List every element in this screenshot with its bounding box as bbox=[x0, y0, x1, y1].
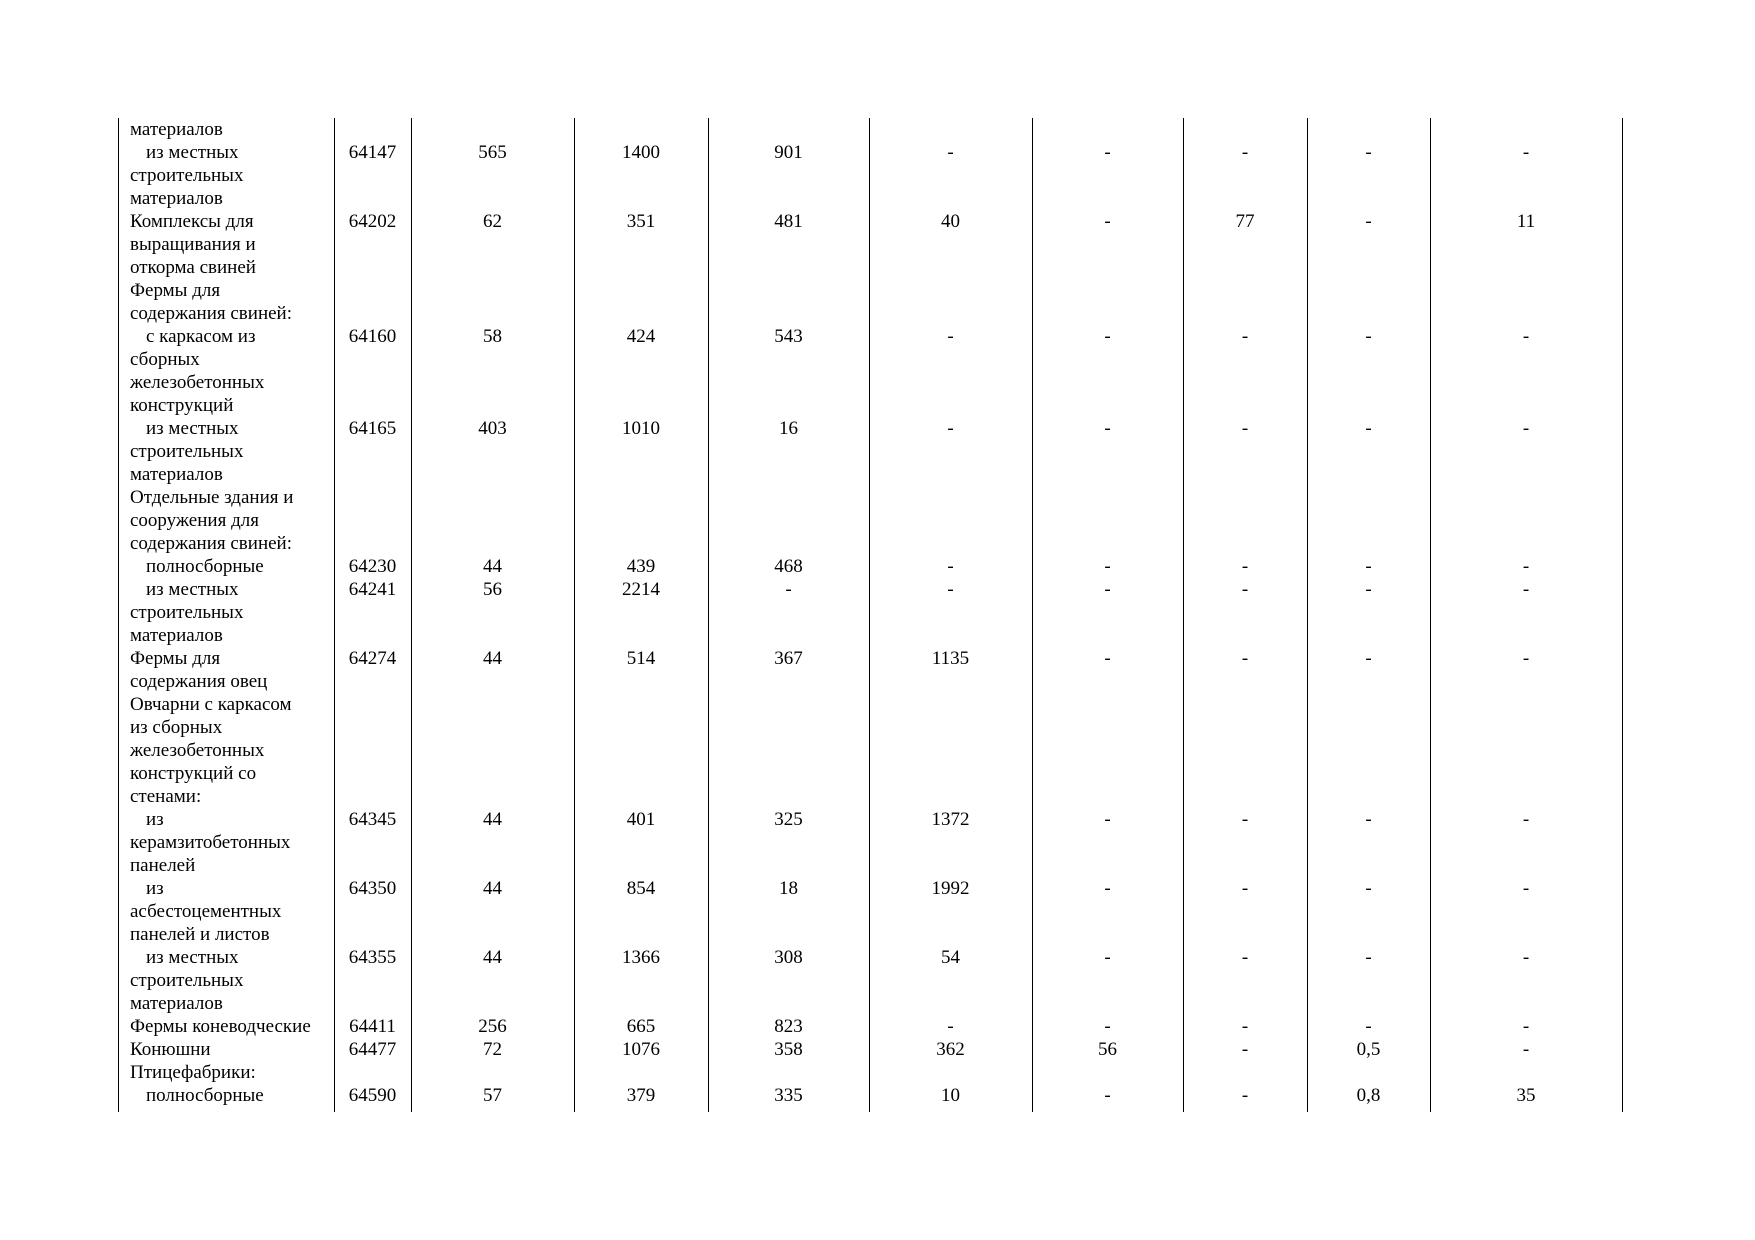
table-row bbox=[118, 210, 1638, 279]
value-cell: 44 bbox=[483, 947, 502, 968]
item-name-line: стенами: bbox=[130, 786, 202, 807]
value-cell: 901 bbox=[774, 142, 803, 163]
item-name-line: строительных bbox=[130, 602, 244, 623]
item-name-cell bbox=[130, 578, 330, 647]
value-cell: - bbox=[947, 1016, 954, 1037]
value-cell: 1366 bbox=[622, 947, 660, 968]
table-row bbox=[118, 808, 1638, 877]
item-name-line: панелей и листов bbox=[130, 924, 270, 945]
value-cell: - bbox=[1104, 878, 1111, 899]
value-cell: 44 bbox=[483, 556, 502, 577]
value-cell: 1400 bbox=[622, 142, 660, 163]
data-table bbox=[118, 118, 1638, 1112]
item-name-line: Овчарни с каркасом bbox=[130, 694, 292, 715]
code-cell: 64147 bbox=[348, 142, 397, 163]
code-cell: 64350 bbox=[348, 878, 397, 899]
value-cell: - bbox=[1365, 947, 1372, 968]
value-cell: - bbox=[1241, 809, 1249, 830]
value-cell: 54 bbox=[941, 947, 960, 968]
value-cell: 823 bbox=[774, 1016, 803, 1037]
value-cell: - bbox=[1522, 1039, 1530, 1060]
table-row bbox=[118, 693, 1638, 808]
value-cell: 1992 bbox=[931, 878, 970, 899]
value-cell: - bbox=[785, 579, 792, 600]
item-name-line: из сборных bbox=[130, 717, 223, 738]
table-row bbox=[118, 486, 1638, 555]
value-cell: 308 bbox=[774, 947, 803, 968]
value-cell: 379 bbox=[626, 1085, 656, 1106]
value-cell: - bbox=[1365, 326, 1372, 347]
item-name-line: материалов bbox=[130, 119, 223, 140]
code-cell: 64165 bbox=[348, 418, 397, 439]
value-cell: 854 bbox=[626, 878, 656, 899]
value-cell: - bbox=[1365, 809, 1372, 830]
value-cell: - bbox=[1241, 947, 1249, 968]
value-cell: 16 bbox=[779, 418, 798, 439]
value-cell: - bbox=[1365, 211, 1372, 232]
item-name-cell bbox=[130, 1084, 330, 1107]
value-cell: - bbox=[1365, 142, 1372, 163]
item-name-line: сборных bbox=[130, 349, 200, 370]
item-name-cell bbox=[130, 279, 330, 325]
value-cell: - bbox=[1365, 579, 1372, 600]
value-cell: - bbox=[1241, 418, 1249, 439]
value-cell: - bbox=[1104, 556, 1111, 577]
item-name-cell bbox=[130, 693, 330, 808]
item-name-cell bbox=[130, 486, 330, 555]
value-cell: - bbox=[1104, 579, 1111, 600]
value-cell: 35 bbox=[1516, 1085, 1536, 1106]
value-cell: - bbox=[1241, 556, 1249, 577]
value-cell: 1076 bbox=[622, 1039, 660, 1060]
value-cell: 62 bbox=[483, 211, 502, 232]
item-name-cell bbox=[130, 118, 330, 141]
table-row bbox=[118, 647, 1638, 693]
item-name-cell bbox=[130, 417, 330, 486]
item-name-line: железобетонных bbox=[130, 740, 265, 761]
item-name-line: Отдельные здания и bbox=[130, 487, 294, 508]
code-cell: 64160 bbox=[348, 326, 397, 347]
value-cell: - bbox=[947, 556, 954, 577]
item-name-cell bbox=[130, 1061, 330, 1084]
table-row bbox=[118, 946, 1638, 1015]
item-name-line: железобетонных bbox=[130, 372, 265, 393]
item-name-line: материалов bbox=[130, 188, 223, 209]
value-cell: - bbox=[1104, 142, 1111, 163]
value-cell: 481 bbox=[774, 211, 803, 232]
item-name-line: керамзитобетонных bbox=[130, 832, 291, 853]
value-cell: - bbox=[1104, 418, 1111, 439]
table-row bbox=[118, 578, 1638, 647]
table-row bbox=[118, 417, 1638, 486]
value-cell: - bbox=[1522, 418, 1530, 439]
item-name-line: содержания свиней: bbox=[130, 533, 292, 554]
value-cell: - bbox=[1522, 556, 1530, 577]
value-cell: 0,8 bbox=[1356, 1085, 1381, 1106]
item-name-cell bbox=[130, 210, 330, 279]
item-name-line: из местных bbox=[146, 947, 239, 968]
item-name-line: строительных bbox=[130, 441, 244, 462]
item-name-cell bbox=[130, 647, 330, 693]
table-row bbox=[118, 1061, 1638, 1084]
value-cell: - bbox=[947, 326, 954, 347]
value-cell: - bbox=[1104, 648, 1111, 669]
item-name-cell bbox=[130, 555, 330, 578]
table-row bbox=[118, 877, 1638, 946]
code-cell: 64241 bbox=[348, 579, 397, 600]
item-name-line: материалов bbox=[130, 993, 223, 1014]
value-cell: - bbox=[1522, 809, 1530, 830]
item-name-line: из местных bbox=[146, 418, 239, 439]
code-cell: 64355 bbox=[348, 947, 397, 968]
item-name-line: конструкций со bbox=[130, 763, 257, 784]
item-name-line: с каркасом из bbox=[146, 326, 256, 347]
table-row bbox=[118, 555, 1638, 578]
value-cell: 11 bbox=[1516, 211, 1536, 232]
value-cell: 335 bbox=[774, 1085, 803, 1106]
value-cell: - bbox=[947, 142, 954, 163]
value-cell: 439 bbox=[626, 556, 656, 577]
value-cell: 57 bbox=[483, 1085, 502, 1106]
table-row bbox=[118, 141, 1638, 210]
value-cell: 18 bbox=[779, 878, 798, 899]
item-name-line: Фермы для bbox=[130, 280, 221, 301]
item-name-line: панелей bbox=[130, 855, 196, 876]
item-name-line: Комплексы для bbox=[130, 211, 254, 232]
value-cell: 44 bbox=[483, 878, 502, 899]
value-cell: - bbox=[1365, 418, 1372, 439]
item-name-cell bbox=[130, 808, 330, 877]
item-name-line: из местных bbox=[146, 142, 239, 163]
value-cell: 58 bbox=[483, 326, 502, 347]
item-name-line: выращивания и bbox=[130, 234, 256, 255]
value-cell: 1010 bbox=[622, 418, 660, 439]
value-cell: 468 bbox=[774, 556, 803, 577]
value-cell: 351 bbox=[626, 211, 656, 232]
item-name-line: конструкций bbox=[130, 395, 234, 416]
value-cell: - bbox=[1522, 579, 1530, 600]
value-cell: 401 bbox=[626, 809, 656, 830]
value-cell: - bbox=[1522, 1016, 1530, 1037]
item-name-line: из местных bbox=[146, 579, 239, 600]
value-cell: 256 bbox=[478, 1016, 507, 1037]
value-cell: - bbox=[1522, 878, 1530, 899]
value-cell: 543 bbox=[774, 326, 803, 347]
value-cell: - bbox=[1104, 947, 1111, 968]
value-cell: 10 bbox=[941, 1085, 960, 1106]
table-row bbox=[118, 1038, 1638, 1061]
value-cell: 367 bbox=[774, 648, 803, 669]
value-cell: - bbox=[1522, 947, 1530, 968]
table-row bbox=[118, 1084, 1638, 1107]
item-name-cell bbox=[130, 325, 330, 417]
value-cell: 56 bbox=[1098, 1039, 1117, 1060]
value-cell: 72 bbox=[483, 1039, 502, 1060]
item-name-cell bbox=[130, 877, 330, 946]
value-cell: 362 bbox=[936, 1039, 965, 1060]
item-name-line: Конюшни bbox=[130, 1039, 211, 1060]
value-cell: - bbox=[1104, 809, 1111, 830]
item-name-line: материалов bbox=[130, 464, 223, 485]
code-cell: 64202 bbox=[348, 211, 397, 232]
item-name-cell bbox=[130, 141, 330, 210]
value-cell: - bbox=[1241, 648, 1249, 669]
value-cell: - bbox=[947, 418, 954, 439]
item-name-cell bbox=[130, 946, 330, 1015]
item-name-line: содержания овец bbox=[130, 671, 268, 692]
item-name-line: сооружения для bbox=[130, 510, 259, 531]
code-cell: 64230 bbox=[348, 556, 397, 577]
table-row bbox=[118, 118, 1638, 141]
value-cell: - bbox=[1522, 648, 1530, 669]
item-name-line: строительных bbox=[130, 970, 244, 991]
item-name-line: Фермы для bbox=[130, 648, 221, 669]
value-cell: 424 bbox=[626, 326, 656, 347]
value-cell: 665 bbox=[626, 1016, 656, 1037]
item-name-line: Фермы коневодческие bbox=[130, 1016, 311, 1037]
code-cell: 64274 bbox=[348, 648, 397, 669]
item-name-line: полносборные bbox=[146, 1085, 264, 1106]
item-name-line: асбестоцементных bbox=[130, 901, 282, 922]
value-cell: - bbox=[1241, 1016, 1249, 1037]
value-cell: 77 bbox=[1235, 211, 1255, 232]
value-cell: - bbox=[1522, 326, 1530, 347]
value-cell: - bbox=[1241, 326, 1249, 347]
value-cell: 403 bbox=[478, 418, 507, 439]
value-cell: - bbox=[1241, 1039, 1249, 1060]
code-cell: 64411 bbox=[349, 1016, 396, 1037]
item-name-line: содержания свиней: bbox=[130, 303, 292, 324]
value-cell: 1372 bbox=[931, 809, 970, 830]
value-cell: 56 bbox=[483, 579, 502, 600]
value-cell: - bbox=[1104, 326, 1111, 347]
item-name-cell bbox=[130, 1038, 330, 1061]
value-cell: 40 bbox=[941, 211, 960, 232]
item-name-line: из bbox=[146, 878, 164, 899]
value-cell: - bbox=[1365, 878, 1372, 899]
value-cell: 325 bbox=[774, 809, 803, 830]
value-cell: - bbox=[1241, 878, 1249, 899]
value-cell: - bbox=[1104, 1085, 1111, 1106]
item-name-line: полносборные bbox=[146, 556, 264, 577]
value-cell: - bbox=[1241, 142, 1249, 163]
value-cell: 358 bbox=[774, 1039, 803, 1060]
table-row bbox=[118, 1015, 1638, 1038]
code-cell: 64477 bbox=[348, 1039, 397, 1060]
value-cell: 1135 bbox=[931, 648, 970, 669]
value-cell: - bbox=[1365, 648, 1372, 669]
value-cell: - bbox=[1241, 1085, 1249, 1106]
code-cell: 64345 bbox=[348, 809, 397, 830]
table-row bbox=[118, 279, 1638, 325]
value-cell: - bbox=[947, 579, 954, 600]
value-cell: 514 bbox=[626, 648, 656, 669]
value-cell: - bbox=[1104, 211, 1111, 232]
item-name-cell bbox=[130, 1015, 330, 1038]
value-cell: 565 bbox=[478, 142, 507, 163]
value-cell: 2214 bbox=[622, 579, 660, 600]
value-cell: - bbox=[1365, 556, 1372, 577]
value-cell: - bbox=[1365, 1016, 1372, 1037]
value-cell: 0,5 bbox=[1356, 1039, 1381, 1060]
item-name-line: Птицефабрики: bbox=[130, 1062, 256, 1083]
value-cell: - bbox=[1241, 579, 1249, 600]
item-name-line: откорма свиней bbox=[130, 257, 256, 278]
item-name-line: из bbox=[146, 809, 164, 830]
value-cell: 44 bbox=[483, 809, 502, 830]
code-cell: 64590 bbox=[348, 1085, 397, 1106]
item-name-line: строительных bbox=[130, 165, 244, 186]
table-row bbox=[118, 325, 1638, 417]
value-cell: - bbox=[1104, 1016, 1111, 1037]
item-name-line: материалов bbox=[130, 625, 223, 646]
value-cell: 44 bbox=[483, 648, 502, 669]
value-cell: - bbox=[1522, 142, 1530, 163]
